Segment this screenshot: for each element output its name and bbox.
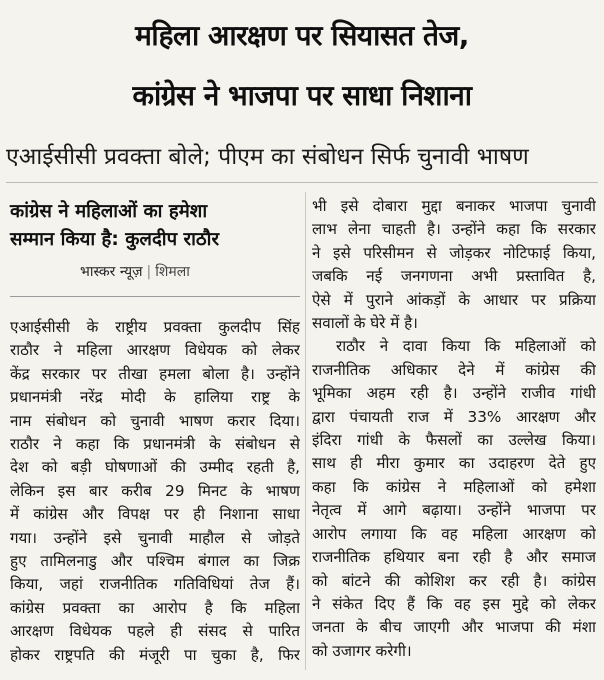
body-column-right <box>312 195 596 663</box>
body-line: नाम संबोधन को चुनावी भाषण करार दिया। <box>10 411 300 430</box>
body-line: इंदिरा गांधी के फैसलों का उल्लेख किया। <box>312 431 596 450</box>
headline-line-1: महिला आरक्षण पर सियासत तेज, <box>135 19 469 52</box>
body-line: हुए तामिलनाडु और पश्चिम बंगाल का जिक्र <box>10 552 300 571</box>
byline <box>80 262 300 282</box>
byline-place: शिमला <box>155 264 190 280</box>
body-line: एआईसीसी के राष्ट्रीय प्रवक्ता कुलदीप सिंह <box>10 318 300 336</box>
body-line: गया। उन्होंने इसे चुनावी माहौल से जोड़ते <box>10 528 300 547</box>
byline-separator: | <box>146 264 152 280</box>
body-line: आरक्षण विधेयक पहले ही संसद से पारित <box>10 622 300 641</box>
body-line: राठौर ने दावा किया कि महिलाओं को <box>336 337 596 356</box>
body-line: साथ ही मीरा कुमार का उदाहरण देते हुए <box>312 454 596 473</box>
body-line: केंद्र सरकार पर तीखा हमला बोला है। उन्होंने <box>10 364 300 383</box>
body-line: में कांग्रेस और विपक्ष पर ही निशाना साधा <box>10 505 300 524</box>
body-line: सवालों के घेरे में है। <box>312 314 418 333</box>
sidebar-heading <box>10 198 300 254</box>
body-column-left <box>10 316 300 667</box>
body-line: कांग्रेस प्रवक्ता का आरोप है कि महिला <box>10 598 300 617</box>
body-line: द्वारा पंचायती राज में 33% आरक्षण और <box>312 407 596 426</box>
body-line: ऐसे में पुराने आंकड़ों के आधार पर प्रक्रिया <box>312 290 596 309</box>
body-line: राठौर ने कहा कि प्रधानमंत्री के संबोधन से <box>10 435 300 454</box>
body-line: लाभ लेना चाहती है। उन्होंने कहा कि सरकार <box>312 220 596 239</box>
body-line: जबकि नई जनगणना अभी प्रस्तावित है, <box>312 267 596 286</box>
body-line: देश को बड़ी घोषणाओं की उम्मीद रहती है, <box>10 458 300 477</box>
body-line: ने संकेत दिए हैं कि वह इस मुद्दे को लेकर <box>312 594 596 613</box>
sidebar-divider <box>10 296 300 297</box>
body-line: लेकिन इस बार करीब 29 मिनट के भाषण <box>10 481 300 500</box>
body-line: ने इसे परिसीमन से जोड़कर नोटिफाई किया, <box>312 243 596 262</box>
body-line: नेतृत्व में आगे बढ़ाया। उन्होंने भाजपा पर <box>312 501 596 520</box>
body-line: जनता के बीच जाएगी और भाजपा की मंशा <box>312 618 596 637</box>
headline-line-2: कांग्रेस ने भाजपा पर साधा निशाना <box>132 79 472 112</box>
subheadline-divider <box>6 182 598 183</box>
sidebar-heading-line-1: कांग्रेस ने महिलाओं का हमेशा <box>10 201 208 222</box>
body-line: किया, जहां राजनीतिक गतिविधियां तेज हैं। <box>10 575 300 594</box>
body-line: आरोप लगाया कि वह महिला आरक्षण को <box>312 524 596 543</box>
body-line: को उजागर करेगी। <box>312 641 412 660</box>
byline-source: भास्कर न्यूज़ <box>80 264 143 280</box>
sidebar-heading-line-2: सम्मान किया है: कुलदीप राठौर <box>10 229 220 250</box>
body-line: राठौर ने महिला आरक्षण विधेयक को लेकर <box>10 341 300 360</box>
body-line: होकर राष्ट्रपति की मंजूरी पा चुका है, फिर <box>10 645 300 664</box>
body-line: भूमिका अहम रही है। उन्होंने राजीव गांधी <box>312 384 596 403</box>
body-line: प्रधानमंत्री नरेंद्र मोदी के हालिया राष्ट्र के <box>10 388 300 407</box>
column-divider <box>305 192 306 670</box>
body-line: राजनीतिक हथियार बना रही है और समाज <box>312 548 596 567</box>
body-line: को बांटने की कोशिश कर रही है। कांग्रेस <box>312 571 596 590</box>
body-line: भी इसे दोबारा मुद्दा बनाकर भाजपा चुनावी <box>312 197 596 215</box>
body-line: राजनीतिक अधिकार देने में कांग्रेस की <box>312 360 596 379</box>
body-line: कहा कि कांग्रेस ने महिलाओं को हमेशा <box>312 477 596 496</box>
subheadline: एआईसीसी प्रवक्ता बोले; पीएम का संबोधन सिर्फ चुनावी भाषण <box>6 144 529 170</box>
